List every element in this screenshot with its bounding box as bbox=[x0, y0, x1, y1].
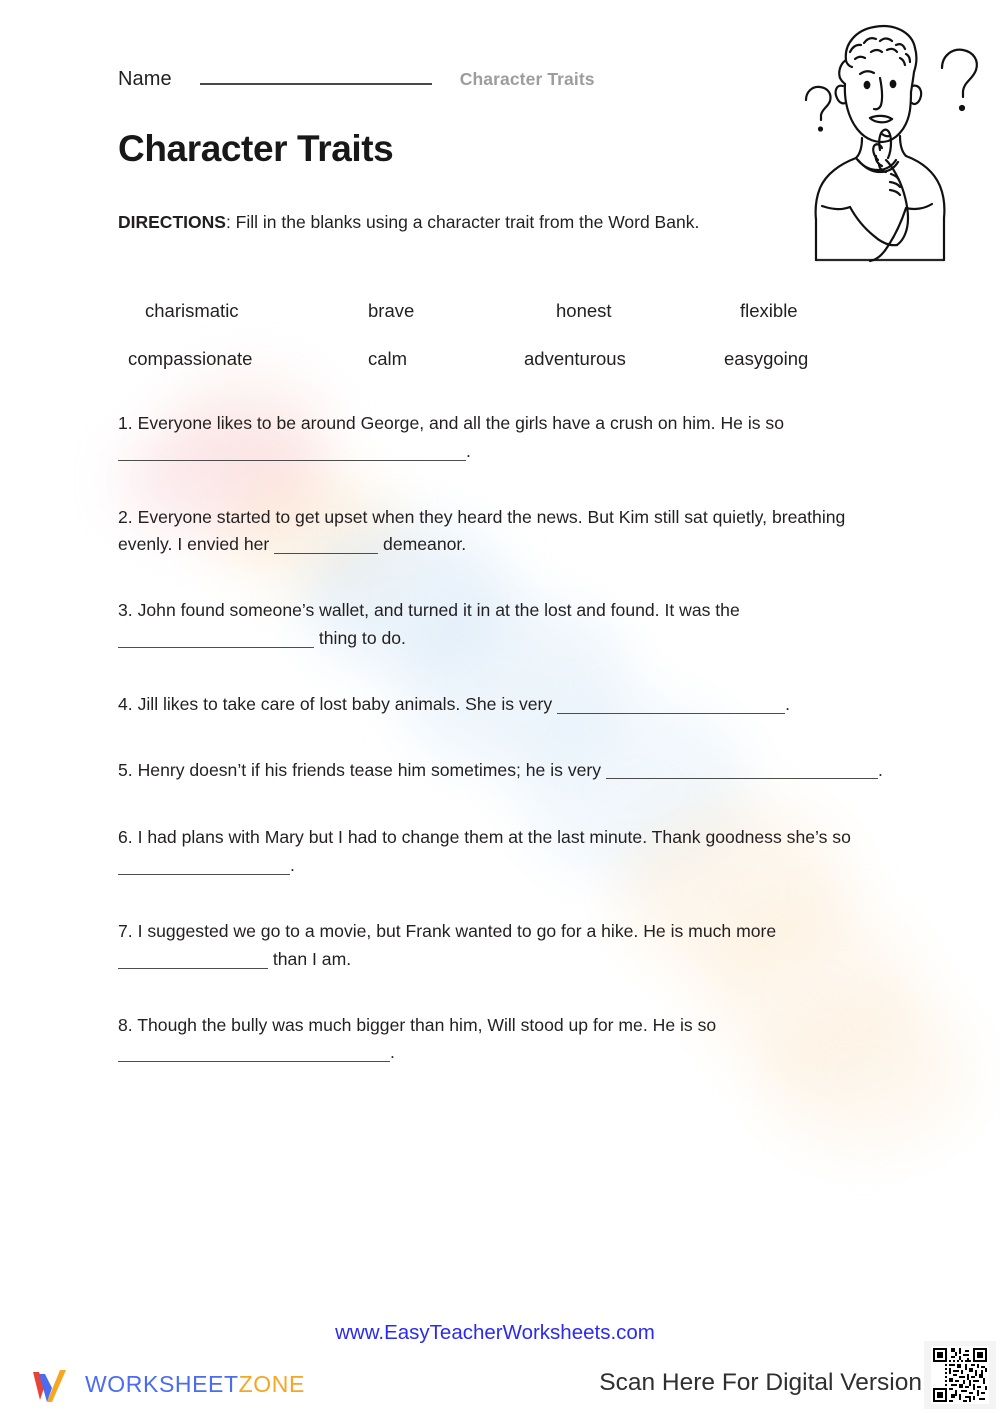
question-item bbox=[118, 757, 886, 785]
question-text-tail: . bbox=[390, 1042, 395, 1063]
word-bank-item: adventurous bbox=[524, 348, 626, 369]
answer-blank[interactable] bbox=[557, 695, 785, 713]
answer-blank[interactable] bbox=[274, 536, 378, 554]
word-bank-item: brave bbox=[368, 300, 415, 321]
question-text-tail: . bbox=[877, 759, 883, 780]
question-number: 5. bbox=[118, 759, 133, 780]
question-item bbox=[118, 410, 886, 466]
question-item bbox=[118, 504, 886, 560]
question-text: Jill likes to take care of lost baby animals. She is very bbox=[137, 693, 558, 714]
question-text: I had plans with Mary but I had to change them at the last minute. Thank goodness she’s so bbox=[137, 827, 851, 848]
answer-blank[interactable] bbox=[118, 629, 314, 647]
question-text-tail: thing to do. bbox=[314, 627, 406, 648]
answer-blank[interactable] bbox=[606, 761, 878, 779]
name-label: Name bbox=[118, 68, 172, 90]
directions-label: DIRECTIONS bbox=[118, 212, 226, 232]
name-write-in-line[interactable] bbox=[200, 83, 432, 85]
logo-word-zone: ZONE bbox=[238, 1370, 305, 1397]
page-title: Character Traits bbox=[118, 128, 394, 169]
name-row bbox=[118, 68, 595, 91]
question-number: 4. bbox=[118, 693, 133, 714]
logo-word-worksheet: WORKSHEET bbox=[85, 1370, 239, 1397]
question-number: 3. bbox=[118, 600, 133, 621]
worksheet-zone-mark-icon bbox=[30, 1362, 74, 1406]
question-item bbox=[118, 1012, 886, 1068]
word-bank-item: charismatic bbox=[145, 300, 239, 321]
question-item bbox=[118, 597, 886, 653]
worksheet-zone-wordmark bbox=[85, 1371, 305, 1398]
website-link[interactable]: www.EasyTeacherWorksheets.com bbox=[335, 1321, 655, 1344]
question-text-tail: demeanor. bbox=[378, 534, 467, 555]
question-item bbox=[118, 691, 886, 719]
word-bank-item: easygoing bbox=[724, 348, 809, 369]
question-text: Though the bully was much bigger than him, Will stood up for me. He is so bbox=[137, 1014, 717, 1035]
answer-blank[interactable] bbox=[118, 1044, 390, 1062]
question-text: Henry doesn’t if his friends tease him sometimes; he is very bbox=[137, 759, 606, 780]
answer-blank[interactable] bbox=[118, 442, 466, 460]
word-bank-item: calm bbox=[368, 348, 408, 369]
directions-separator: : bbox=[225, 212, 236, 232]
question-item bbox=[118, 824, 886, 880]
question-number: 1. bbox=[118, 413, 133, 433]
question-text-tail: than I am. bbox=[268, 948, 352, 969]
footer-website-row bbox=[0, 1321, 1000, 1345]
question-text-tail: . bbox=[290, 855, 295, 876]
worksheet-zone-logo[interactable] bbox=[30, 1362, 305, 1406]
word-bank-item: honest bbox=[556, 300, 612, 321]
word-bank-item: compassionate bbox=[128, 348, 253, 369]
question-text-tail: . bbox=[466, 440, 471, 461]
answer-blank[interactable] bbox=[118, 950, 268, 968]
question-text: Everyone likes to be around George, and all the girls have a crush on him. He is so bbox=[137, 413, 785, 433]
question-text: John found someone’s wallet, and turned it in at the lost and found. It was the bbox=[137, 600, 740, 621]
question-text-tail: . bbox=[785, 693, 790, 714]
qr-code-icon[interactable] bbox=[924, 1341, 996, 1409]
directions-block bbox=[118, 209, 758, 236]
directions-text: Fill in the blanks using a character trait from the Word Bank. bbox=[235, 212, 700, 232]
thinking-boy-illustration bbox=[782, 14, 982, 264]
question-text: Everyone started to get upset when they heard the news. But Kim still sat quietly, breathing evenly. I envied her bbox=[118, 506, 846, 555]
word-bank-item: flexible bbox=[740, 300, 798, 321]
question-text: I suggested we go to a movie, but Frank wanted to go for a hike. He is much more bbox=[137, 920, 777, 941]
question-item bbox=[118, 918, 886, 974]
question-number: 7. bbox=[118, 920, 133, 941]
scan-instruction-text: Scan Here For Digital Version bbox=[599, 1369, 922, 1396]
question-number: 2. bbox=[118, 506, 133, 527]
question-number: 6. bbox=[118, 827, 133, 848]
question-list bbox=[118, 410, 886, 1105]
question-number: 8. bbox=[118, 1014, 133, 1035]
answer-blank[interactable] bbox=[118, 857, 290, 875]
header-subject-tag: Character Traits bbox=[459, 69, 595, 89]
